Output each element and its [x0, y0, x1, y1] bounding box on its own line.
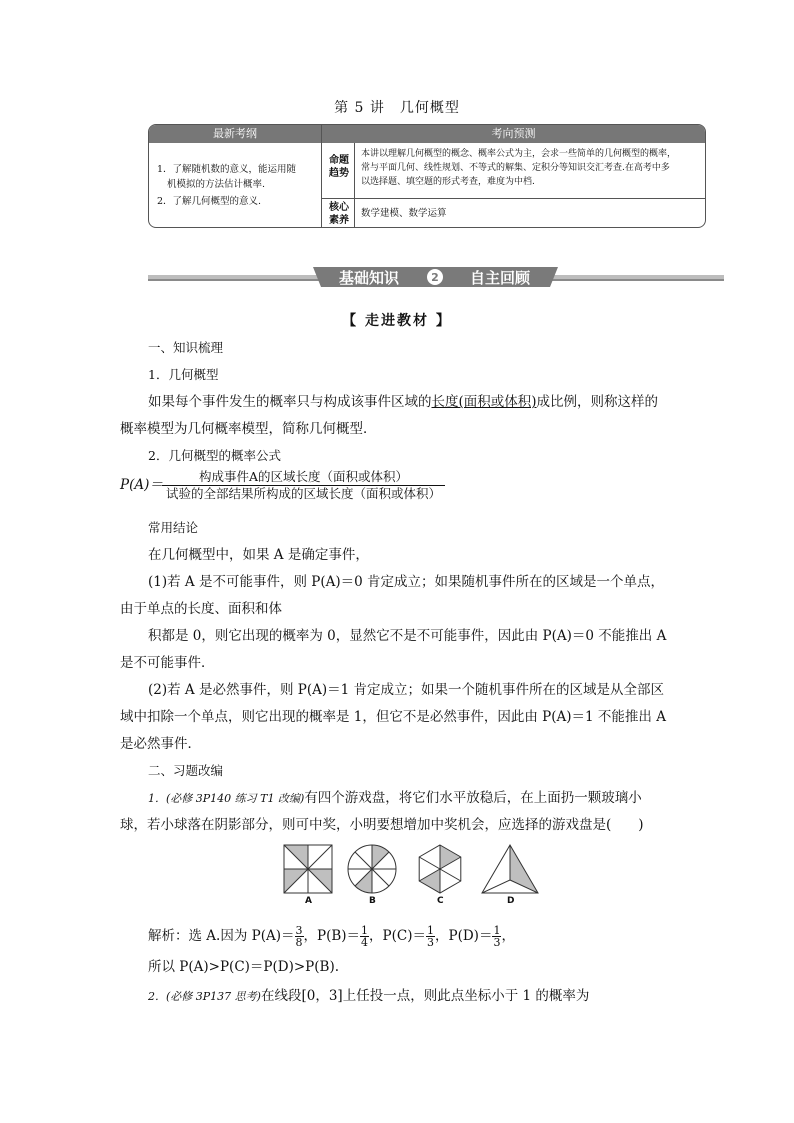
- item2-heading: 2．几何概型的概率公式: [148, 448, 281, 463]
- table-header-syllabus: 最新考纲: [149, 125, 321, 143]
- conclusion-1b: 由于单点的长度、面积和体: [120, 601, 282, 617]
- solution-line-1: [148, 923, 515, 949]
- def-text-a: 如果每个事件发生的概率只与构成该事件区域的: [148, 394, 432, 410]
- conclusion-1d: 是不可能事件．: [120, 655, 215, 671]
- row1-label-1: 命题: [329, 155, 349, 166]
- formula-fraction: [162, 469, 445, 502]
- fraction-denominator: 3: [427, 936, 434, 949]
- conclusion-1a: (1)若 A 是不可能事件，则 P(A)＝0 肯定成立；如果随机事件所在的区域是一个单点，: [148, 574, 664, 590]
- formula-denominator: 试验的全部结果所构成的区域长度（面积或体积）: [166, 486, 442, 501]
- row2-label-1: 核心: [329, 202, 349, 213]
- label-c: C: [437, 896, 444, 906]
- label-a: A: [305, 896, 312, 906]
- definition-line-2: 概率模型为几何概率模型，简称几何概型．: [120, 421, 377, 437]
- syllabus-line-3: 2．了解几何概型的意义.: [157, 196, 262, 207]
- solution-frac-prefix: ，P(D)＝: [435, 928, 493, 944]
- def-text-b: 成比例，则称这样的: [536, 394, 659, 410]
- solution-line-2: 所以 P(A)>P(C)＝P(D)>P(B).: [148, 959, 339, 975]
- trend-line-1: 本讲以理解几何概型的概念、概率公式为主，会求一些简单的几何概型的概率，: [361, 149, 677, 159]
- banner-left-text: 基础知识: [338, 269, 400, 287]
- board-a: [284, 845, 332, 893]
- fraction-denominator: 3: [493, 936, 501, 949]
- formula-numerator: 构成事件A的区域长度（面积或体积）: [162, 469, 445, 486]
- conclusion-2c: 是必然事件．: [120, 736, 201, 752]
- conclusion-intro: 在几何概型中，如果 A 是确定事件，: [148, 547, 369, 563]
- part2-heading: 二、习题改编: [148, 763, 224, 778]
- fraction-numerator: 1: [427, 924, 434, 937]
- syllabus-line-1: 1．了解随机数的意义，能运用随: [157, 164, 297, 175]
- conclusion-heading: 常用结论: [148, 520, 199, 535]
- board-c: [419, 845, 461, 893]
- banner-right-text: 自主回顾: [469, 269, 531, 287]
- conclusion-1c: 积都是 0，则它出现的概率为 0，显然它不是不可能事件，因此由 P(A)＝0 不能推出 A: [148, 628, 667, 644]
- fraction: [295, 925, 304, 948]
- section-banner: [148, 266, 724, 288]
- solution-frac-prefix: ，P(B)＝: [303, 928, 361, 944]
- fraction: [426, 925, 435, 948]
- question2-text: 在线段[0，3]上任投一点，则此点坐标小于 1 的概率为: [260, 988, 590, 1004]
- label-d: D: [507, 896, 515, 906]
- conclusion-2b: 域中扣除一个单点，则它出现的概率是 1，但它不是必然事件，因此由 P(A)＝1 不能推出 A: [120, 709, 666, 725]
- question1-line-2: 球，若小球落在阴影部分，则可中奖，小明要想增加中奖机会，应选择的游戏盘是( ): [120, 817, 644, 833]
- definition-line-1: [148, 393, 658, 411]
- page-title: 第 5 讲 几何概型: [334, 100, 460, 116]
- formula-lhs: P(A)＝: [120, 477, 163, 493]
- fraction-numerator: 3: [295, 924, 303, 937]
- table-header-trend: 考向预测: [322, 125, 705, 143]
- section-heading: 【 走进教材 】: [342, 313, 452, 329]
- fraction-denominator: 4: [361, 936, 369, 949]
- banner-icon: 2: [431, 271, 439, 284]
- fraction-numerator: 1: [361, 924, 369, 937]
- solution-frac-prefix: ，P(C)＝: [369, 928, 426, 944]
- syllabus-line-2: 机模拟的方法估计概率.: [167, 179, 266, 190]
- row1-label-2: 趋势: [329, 168, 349, 179]
- fraction-denominator: 8: [295, 936, 303, 949]
- syllabus-table: [148, 124, 706, 228]
- solution-prefix: 解析：选 A.因为 P(A)＝: [148, 928, 295, 944]
- fraction-numerator: 1: [493, 924, 501, 937]
- solution-fractions: [295, 924, 502, 949]
- solution-end: ，: [501, 928, 515, 944]
- board-d: [482, 845, 538, 893]
- fraction: [360, 925, 369, 948]
- question1-source: 1．(必修 3P140 练习 T1 改编): [148, 792, 305, 805]
- trend-line-2: 常与平面几何、线性规划、不等式的解集、定积分等知识交汇考查.在高考中多: [361, 163, 670, 173]
- label-b: B: [369, 896, 376, 906]
- board-b: [348, 845, 396, 893]
- part1-heading: 一、知识梳理: [148, 340, 224, 355]
- item1-heading: 1．几何概型: [148, 367, 219, 382]
- conclusion-2a: (2)若 A 是必然事件，则 P(A)＝1 肯定成立；如果一个随机事件所在的区域是从全部区: [148, 682, 664, 698]
- question1-text-a: 有四个游戏盘，将它们水平放稳后，在上面扔一颗玻璃小: [304, 790, 642, 806]
- row2-label-2: 素养: [329, 215, 349, 226]
- def-underlined: 长度(面积或体积): [431, 394, 537, 410]
- question1-line-1: [148, 789, 642, 808]
- literacy-text: 数学建模、数学运算: [361, 208, 447, 219]
- question2-source: 2．(必修 3P137 思考): [148, 990, 261, 1003]
- trend-line-3: 以选择题、填空题的形式考查，难度为中档.: [361, 177, 535, 187]
- question2: [148, 987, 589, 1006]
- trend-text: [361, 147, 676, 189]
